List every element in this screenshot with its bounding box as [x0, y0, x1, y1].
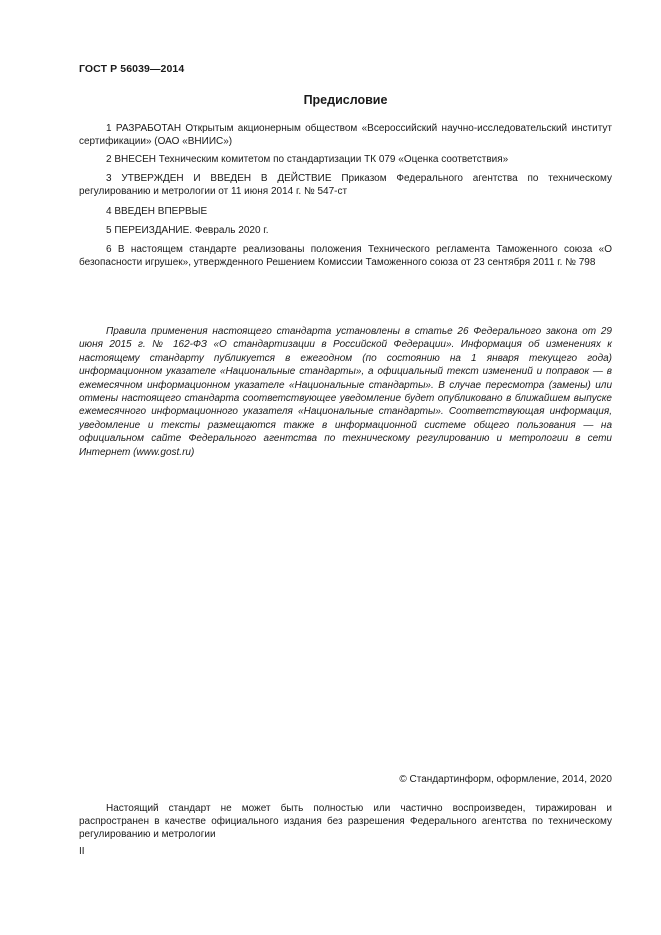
preface-item-5: 5 ПЕРЕИЗДАНИЕ. Февраль 2020 г. [106, 225, 269, 236]
page-number: II [79, 846, 85, 857]
preface-item-6: 6 В настоящем стандарте реализованы положения Технического регламента Таможенного союза «О безопасности игрушек», утвержденного Решением Комиссии Таможенного союза от 23 сентября 2011 г. № 798 [79, 244, 612, 268]
preface-item-4: 4 ВВЕДЕН ВПЕРВЫЕ [106, 206, 208, 217]
application-rules-notice: Правила применения настоящего стандарта установлены в статье 26 Федерального закона от 29 июня 2015 г. № 162-ФЗ «О стандартизации в Российской Федерации». Информация об изменениях к настоящему стандарту публикуется в ежегодном (по состоянию на 1 января текущего года) информационном указателе «Национальные стандарты», а официальный текст изменений и поправок — в ежемесячном информационном указателе «Национальные стандарты». В случае пересмотра (замены) или отмены настоящего стандарта соответствующее уведомление будет опубликовано в ближайшем выпуске ежемесячного информационного указателя «Национальные стандарты». Соответствующая информация, уведомление и тексты размещаются также в информационной системе общего пользования — на официальном сайте Федерального агентства по техническому регулированию и метрологии в сети Интернет (www.gost.ru) [79, 326, 612, 458]
preface-item-3: 3 УТВЕРЖДЕН И ВВЕДЕН В ДЕЙСТВИЕ Приказом Федерального агентства по техническому регулированию и метрологии от 11 июня 2014 г. № 547-ст [79, 173, 612, 197]
preface-item-2: 2 ВНЕСЕН Техническим комитетом по стандартизации ТК 079 «Оценка соответствия» [106, 154, 509, 165]
preface-item-1: 1 РАЗРАБОТАН Открытым акционерным обществом «Всероссийский научно-исследовательский институт сертификации» (ОАО «ВНИИС») [79, 123, 612, 147]
standard-code: ГОСТ Р 56039—2014 [79, 63, 185, 75]
copyright-line: © Стандартинформ, оформление, 2014, 2020 [399, 774, 612, 785]
preface-title: Предисловие [303, 93, 388, 107]
reproduction-rights-notice: Настоящий стандарт не может быть полностью или частично воспроизведен, тиражирован и распространен в качестве официального издания без разрешения Федерального агентства по техническому регулированию и метрологии [79, 803, 612, 840]
